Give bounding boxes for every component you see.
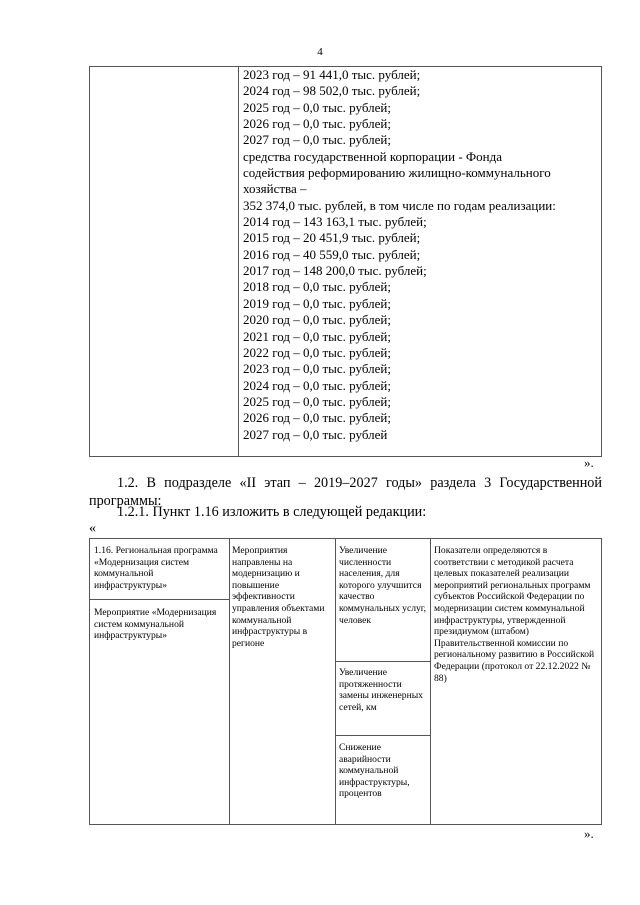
program-title: 1.16. Региональная программа «Модернизация систем коммунальной инфраструктуры» xyxy=(94,545,218,591)
funding-line: 2026 год – 0,0 тыс. рублей; xyxy=(243,410,391,426)
funding-line: содействия реформированию жилищно-коммунального xyxy=(243,165,551,181)
row-divider xyxy=(90,599,229,600)
indicator-accidents: Снижение аварийности коммунальной инфраструктуры, процентов xyxy=(339,742,410,800)
funding-line: 2019 год – 0,0 тыс. рублей; xyxy=(243,295,391,311)
funding-line: 2024 год – 0,0 тыс. рублей; xyxy=(243,377,391,393)
indicator-methodology-note: Показатели определяются в соответствии с методикой расчета целевых показателей реализации мероприятий региональных программ субъектов Российской Федерации по модернизации систем коммунальной инфраструктуры, утвержденной президиумом (штабом) Правительственной комиссии по региональному развитию в Российской Федерации (протокол от 22.12.2022 № 88) xyxy=(434,545,595,684)
measure-title: Мероприятие «Модернизация систем коммунальной инфраструктуры» xyxy=(94,607,217,642)
indicator-population: Увеличение численности населения, для которого улучшится качество коммунальных услуг, человек xyxy=(339,545,427,626)
funding-line: 2020 год – 0,0 тыс. рублей; xyxy=(243,312,391,328)
opening-quote: « xyxy=(89,521,96,536)
paragraph-1-2-text: 1.2. В подразделе «II этап – 2019–2027 годы» раздела 3 Государственной программы: xyxy=(89,475,602,509)
funding-line: 352 374,0 тыс. рублей, в том числе по годам реализации: xyxy=(243,197,556,213)
row-divider xyxy=(335,735,430,736)
funding-line: 2027 год – 0,0 тыс. рублей xyxy=(243,426,388,442)
funding-line: хозяйства – xyxy=(243,181,307,197)
funding-line: 2015 год – 20 451,9 тыс. рублей; xyxy=(243,230,421,246)
column-divider xyxy=(229,539,230,824)
funding-line: 2016 год – 40 559,0 тыс. рублей; xyxy=(243,246,421,262)
funding-line: 2021 год – 0,0 тыс. рублей; xyxy=(243,328,391,344)
paragraph-1-2-1-text: 1.2.1. Пункт 1.16 изложить в следующей редакции: xyxy=(117,504,427,520)
measure-description: Мероприятия направлены на модернизацию и повышение эффективности управления объектами коммунальной инфраструктуры в регионе xyxy=(232,545,325,649)
funding-lines xyxy=(243,67,603,443)
funding-line: 2024 год – 98 502,0 тыс. рублей; xyxy=(243,83,421,99)
funding-line: 2014 год – 143 163,1 тыс. рублей; xyxy=(243,214,427,230)
column-divider xyxy=(335,539,336,824)
funding-line: 2018 год – 0,0 тыс. рублей; xyxy=(243,279,391,295)
funding-line: 2026 год – 0,0 тыс. рублей; xyxy=(243,116,391,132)
closing-quote-2: ». xyxy=(584,826,594,841)
funding-line: 2023 год – 0,0 тыс. рублей; xyxy=(243,361,391,377)
funding-line: 2025 год – 0,0 тыс. рублей; xyxy=(243,393,391,409)
funding-line: 2017 год – 148 200,0 тыс. рублей; xyxy=(243,263,427,279)
program-table xyxy=(89,538,602,825)
indicator-networks: Увеличение протяженности замены инженерных сетей, км xyxy=(339,667,423,713)
paragraph-1-2-1 xyxy=(89,503,602,521)
funding-line: 2027 год – 0,0 тыс. рублей; xyxy=(243,132,391,148)
funding-line: средства государственной корпорации - Фонда xyxy=(243,148,503,164)
funding-line: 2022 год – 0,0 тыс. рублей; xyxy=(243,344,391,360)
funding-line: 2025 год – 0,0 тыс. рублей; xyxy=(243,99,391,115)
page-number: 4 xyxy=(317,46,323,58)
funding-line: 2023 год – 91 441,0 тыс. рублей; xyxy=(243,67,421,82)
closing-quote-1: ». xyxy=(584,455,594,470)
column-divider xyxy=(430,539,431,824)
row-divider xyxy=(335,661,430,662)
column-divider xyxy=(238,67,239,456)
funding-table xyxy=(89,66,602,457)
